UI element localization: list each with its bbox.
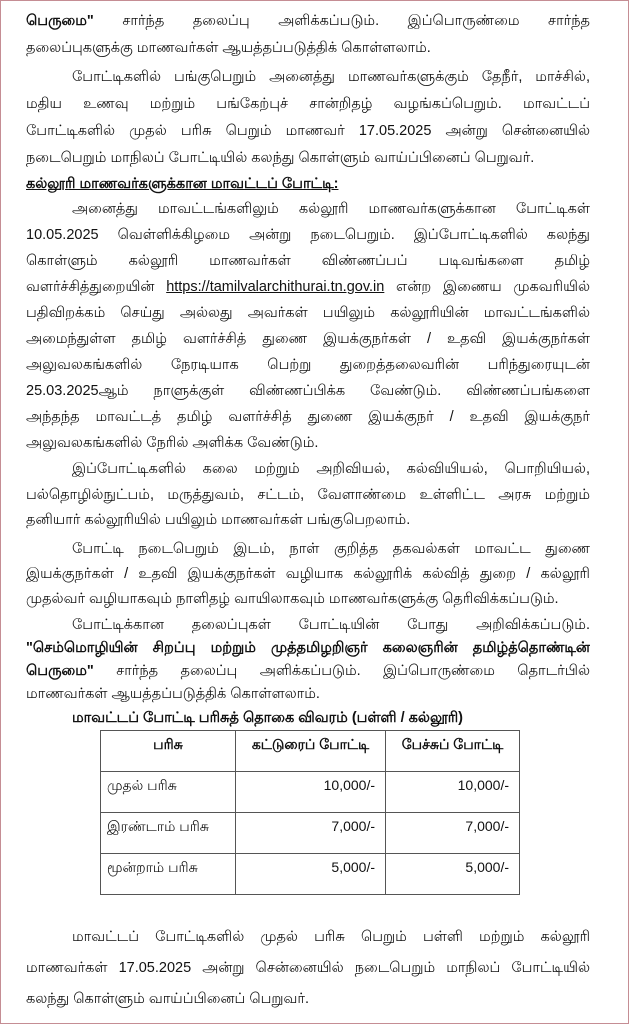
text-line: முதல்வர் வழியாகவும் நாளிதழ் வாயிலாகவும் மாணவர்களுக்கு தெரிவிக்கப்படும். <box>26 591 559 607</box>
table-header-row <box>101 731 520 772</box>
speech-amount: 7,000/- <box>386 813 520 854</box>
text-line: "செம்மொழியின் சிறப்பு மற்றும் முத்தமிழறிஞர் கலைஞரின் தமிழ்த்தொண்டின் <box>26 640 590 656</box>
text-line: அமைந்துள்ள தமிழ் வளர்ச்சித் துணை இயக்குநர்கள் / உதவி இயக்குநர்கள் <box>26 331 590 347</box>
paragraph-venue-info <box>26 537 590 612</box>
table-caption: மாவட்டப் போட்டி பரிசுத் தொகை விவரம் (பள்ளி / கல்லூரி) <box>72 710 463 726</box>
text: சார்ந்த தலைப்பு அளிக்கப்படும். இப்பொருண்மை சார்ந்த <box>93 13 590 29</box>
prize-name: மூன்றாம் பரிசு <box>101 854 236 895</box>
text-line: இயக்குநர்கள் / உதவி இயக்குநர்கள் வழியாக கல்லூரிக் கல்வித் துறை / கல்லூரி <box>26 566 590 582</box>
text-line: அலுவலகங்களில் நேரடியாக பெற்று துறைத்தலைவரின் பரிந்துரையுடன் <box>26 357 590 373</box>
text-line: பதிவிறக்கம் செய்து அல்லது அவர்கள் பயிலும் கல்லூரியின் மாவட்டங்களில் <box>26 305 590 321</box>
website-link[interactable]: https://tamilvalarchithurai.tn.gov.in <box>166 279 385 295</box>
paragraph-college-application <box>26 196 590 456</box>
table-row <box>101 813 520 854</box>
essay-amount: 5,000/- <box>236 854 386 895</box>
column-header: கட்டுரைப் போட்டி <box>236 731 386 772</box>
text: சார்ந்த தலைப்பு அளிக்கப்படும். இப்பொருண்மை தொடர்பில் <box>93 663 590 679</box>
section-heading: கல்லூரி மாணவர்களுக்கான மாவட்டப் போட்டி: <box>26 176 339 192</box>
paragraph-topic-intro <box>26 8 590 62</box>
text-line: நடைபெறும் மாநிலப் போட்டியில் கலந்து கொள்ளும் வாய்ப்பினைப் பெறுவர். <box>26 150 535 166</box>
text-line: அந்தந்த மாவட்டத் தமிழ் வளர்ச்சித் துணை இயக்குநர் / உதவி இயக்குநர் <box>26 409 590 425</box>
text-line: தனியார் கல்லூரியில் பயிலும் மாணவர்கள் பங்குபெறலாம். <box>26 512 411 528</box>
text-line: போட்டிக்கான தலைப்புகள் போட்டியின் போது அறிவிக்கப்படும். <box>72 617 590 633</box>
column-header: பரிசு <box>101 731 236 772</box>
paragraph-topics <box>26 614 590 706</box>
prize-table <box>100 730 520 895</box>
text-line: மாவட்டப் போட்டிகளில் முதல் பரிசு பெறும் பள்ளி மற்றும் கல்லூரி <box>72 929 590 945</box>
paragraph-eligibility <box>26 457 590 534</box>
text-line: தலைப்புகளுக்கு மாணவர்கள் ஆயத்தப்படுத்திக் கொள்ளலாம். <box>26 40 431 56</box>
prize-name: முதல் பரிசு <box>101 772 236 813</box>
paragraph-benefits <box>26 64 590 172</box>
text-line <box>26 274 590 300</box>
text-line <box>26 8 590 35</box>
text-line: 25.03.2025ஆம் நாளுக்குள் விண்ணப்பிக்க வேண்டும். விண்ணப்பங்களை <box>26 383 590 399</box>
bold-text: பெருமை" <box>26 663 94 679</box>
bold-text: பெருமை" <box>26 13 94 29</box>
text-line: மாணவர்கள் 17.05.2025 அன்று சென்னையில் நடைபெறும் மாநிலப் போட்டியில் <box>26 960 590 976</box>
text-line: போட்டிகளில் பங்குபெறும் அனைத்து மாணவர்களுக்கும் தேநீர், மாச்சில், <box>72 69 590 85</box>
table-row <box>101 854 520 895</box>
text-line: கலந்து கொள்ளும் வாய்ப்பினைப் பெறுவர். <box>26 991 310 1007</box>
text-line: பல்தொழில்நுட்பம், மருத்துவம், சட்டம், வேளாண்மை உள்ளிட்ட அரசு மற்றும் <box>26 486 590 503</box>
speech-amount: 5,000/- <box>386 854 520 895</box>
text-line: 10.05.2025 வெள்ளிக்கிழமை அன்று நடைபெறும். இப்போட்டிகளில் கலந்து <box>26 227 590 243</box>
text: என்ற இணைய முகவரியில் <box>384 279 590 295</box>
text-line: அலுவலகங்களில் நேரில் அளிக்க வேண்டும். <box>26 435 319 451</box>
text-line: போட்டி நடைபெறும் இடம், நாள் குறித்த தகவல்கள் மாவட்ட துணை <box>72 541 590 557</box>
text-line: இப்போட்டிகளில் கலை மற்றும் அறிவியல், கல்வியியல், பொறியியல், <box>72 461 590 477</box>
text-line: மதிய உணவு மற்றும் பங்கேற்புச் சான்றிதழ் வழங்கப்பெறும். மாவட்டப் <box>26 96 590 112</box>
text-line: கொள்ளும் கல்லூரி மாணவர்கள் விண்ணப்பப் படிவங்களை தமிழ் <box>26 253 590 269</box>
speech-amount: 10,000/- <box>386 772 520 813</box>
prize-name: இரண்டாம் பரிசு <box>101 813 236 854</box>
text-line <box>26 660 590 683</box>
paragraph-state-competition <box>26 922 590 1015</box>
text: வளர்ச்சித்துறையின் <box>26 279 167 295</box>
essay-amount: 7,000/- <box>236 813 386 854</box>
table-row <box>101 772 520 813</box>
text-line: அனைத்து மாவட்டங்களிலும் கல்லூரி மாணவர்களுக்கான போட்டிகள் <box>72 201 590 217</box>
text-line: மாணவர்கள் ஆயத்தப்படுத்திக் கொள்ளலாம். <box>26 686 320 702</box>
text-line: போட்டிகளில் முதல் பரிசு பெறும் மாணவர் 17.05.2025 அன்று சென்னையில் <box>26 123 590 139</box>
column-header: பேச்சுப் போட்டி <box>386 731 520 772</box>
essay-amount: 10,000/- <box>236 772 386 813</box>
